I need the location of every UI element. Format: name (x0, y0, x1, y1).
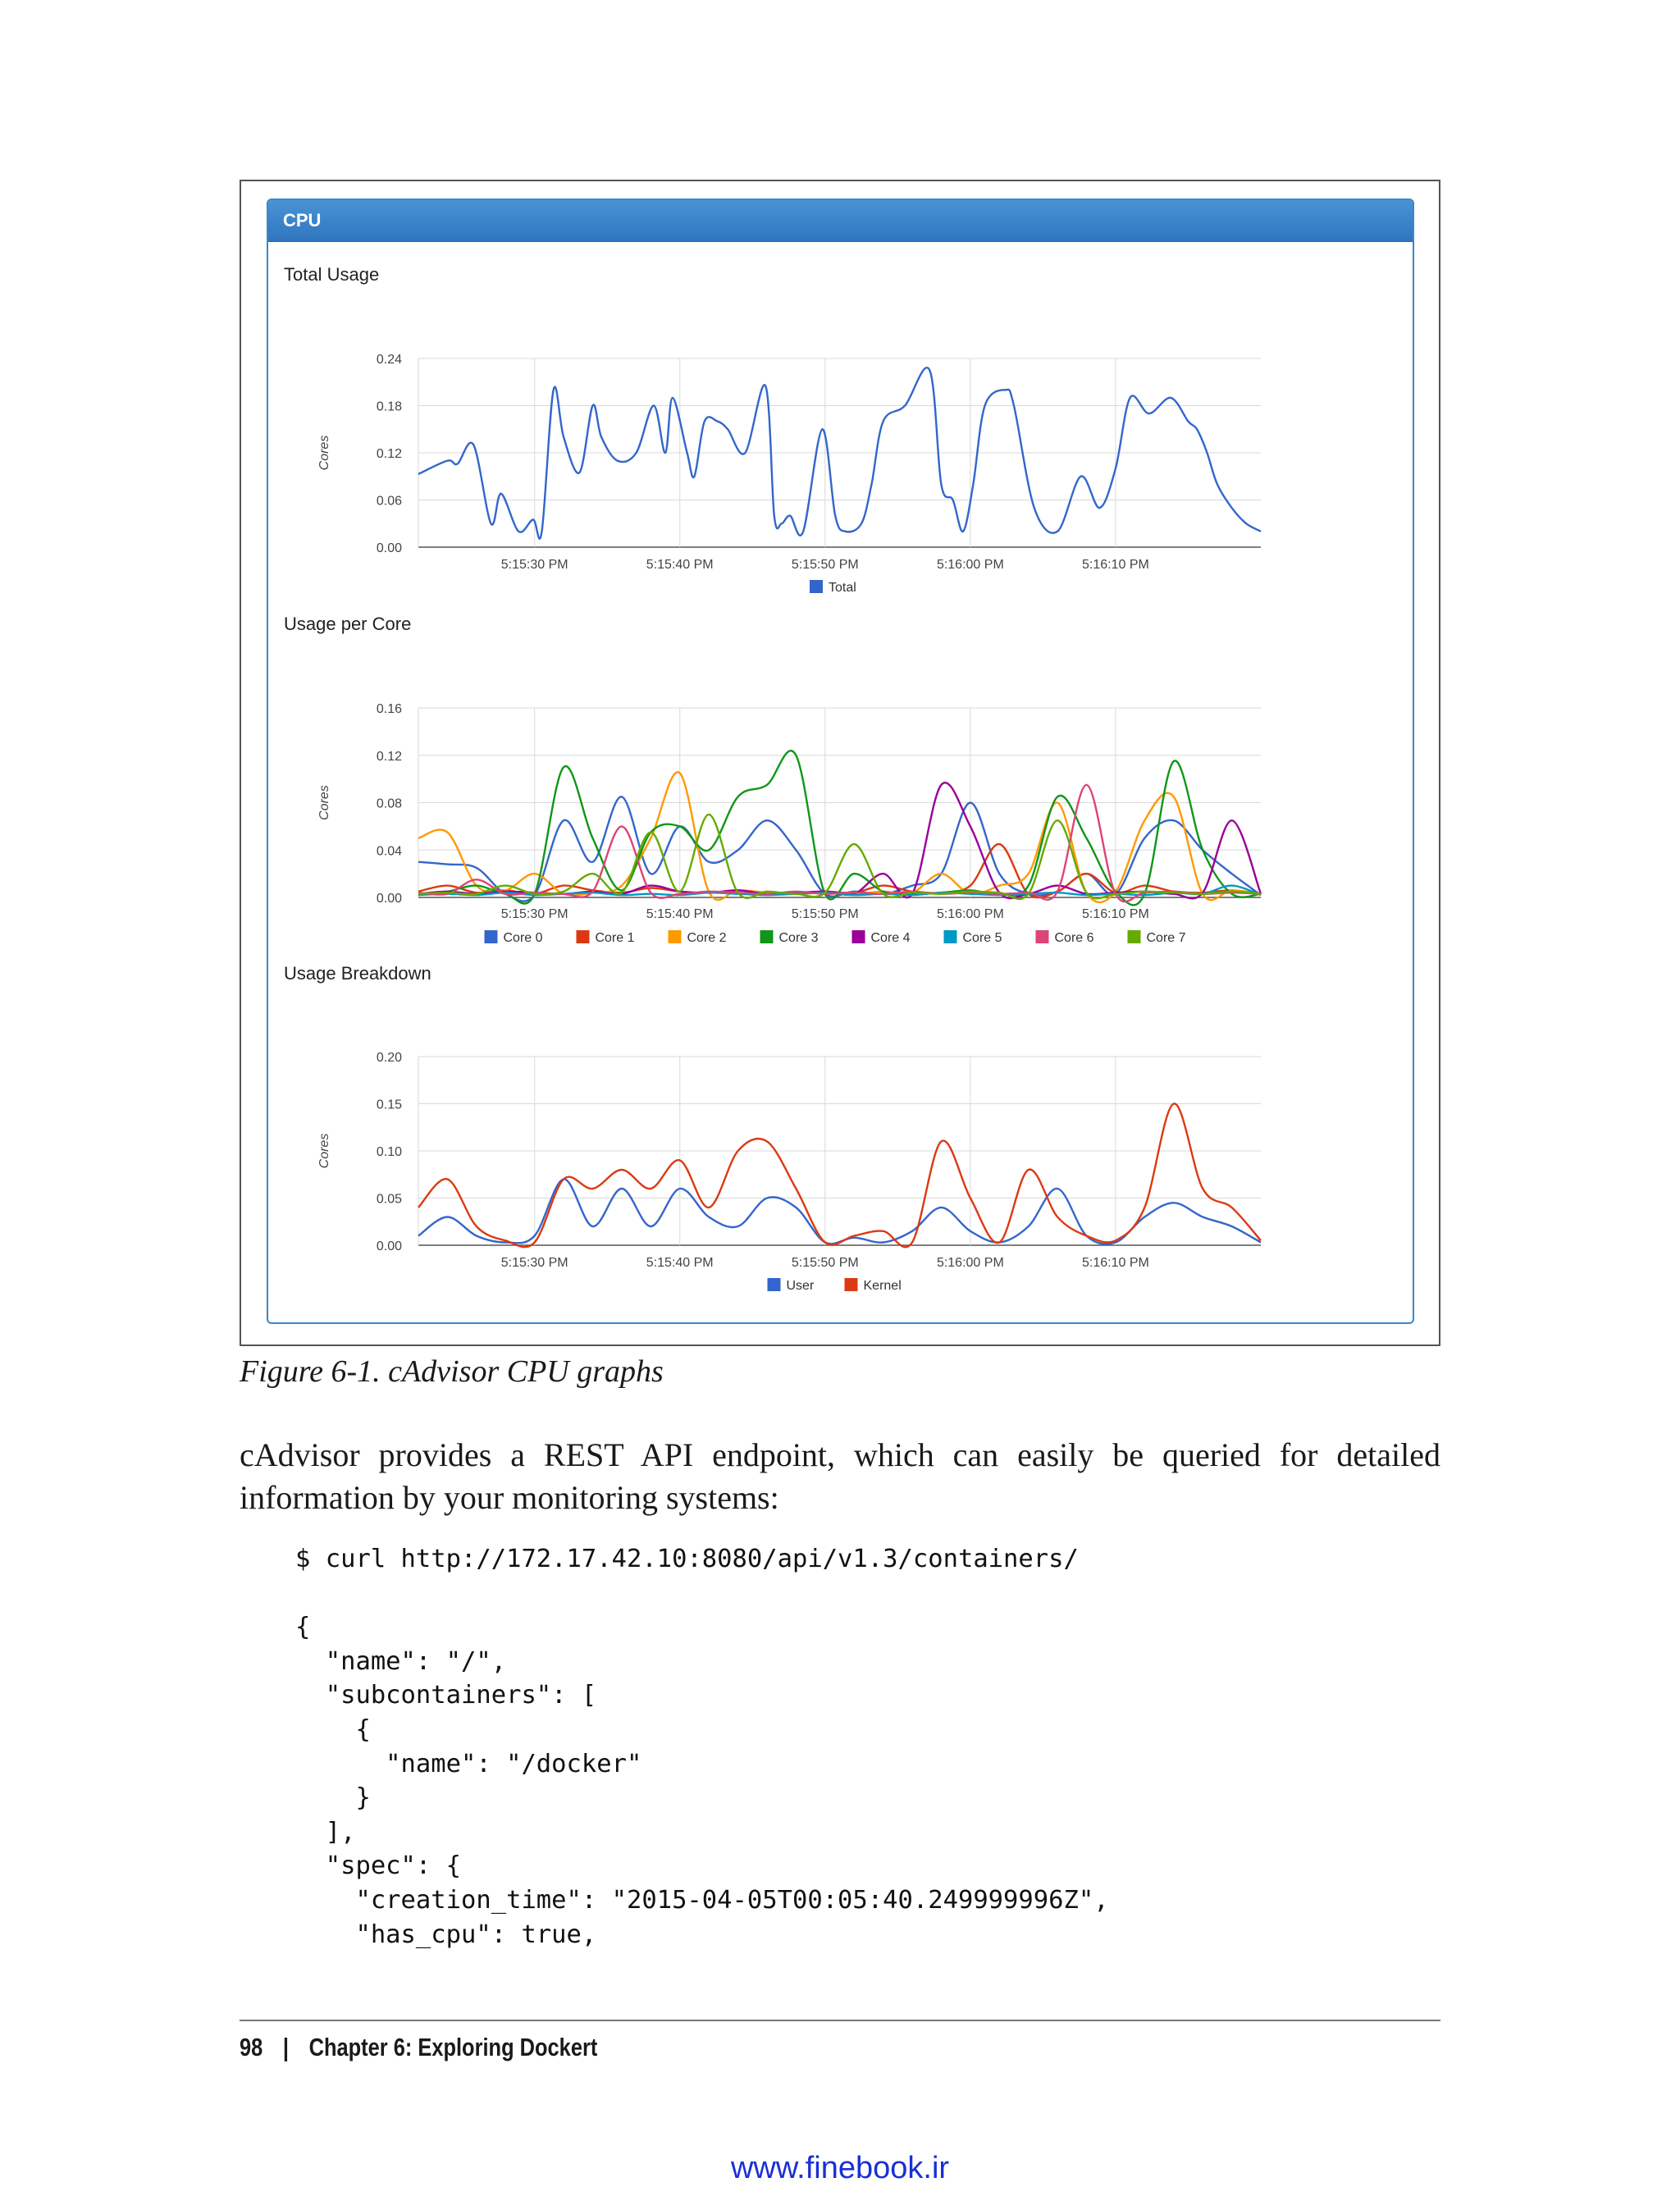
x-tick-label: 5:15:40 PM (646, 907, 714, 921)
series-line-core-4 (418, 783, 1261, 898)
legend-label: Core 3 (778, 931, 819, 945)
x-tick-label: 5:15:30 PM (500, 558, 568, 572)
legend-label: Core 4 (870, 931, 911, 945)
y-axis-label: Cores (317, 785, 331, 820)
x-tick-label: 5:15:30 PM (500, 1256, 568, 1270)
y-tick-label: 0.15 (376, 1098, 402, 1112)
chapter-title: Chapter 6: Exploring Dockert (308, 2033, 598, 2061)
y-tick-label: 0.00 (376, 892, 402, 906)
legend-swatch (485, 930, 498, 943)
x-tick-label: 5:15:40 PM (646, 558, 714, 572)
legend-swatch (1128, 930, 1141, 943)
legend-swatch (1036, 930, 1049, 943)
x-tick-label: 5:15:50 PM (791, 558, 859, 572)
legend-label: Kernel (863, 1279, 902, 1293)
legend-swatch (845, 1278, 858, 1291)
figure-caption: Figure 6-1. cAdvisor CPU graphs (240, 1354, 664, 1389)
legend-label: Core 7 (1146, 931, 1186, 945)
cpu-panel (267, 199, 1414, 1324)
legend-label: Core 2 (687, 931, 727, 945)
legend-label: Core 5 (962, 931, 1002, 945)
series-line-core-3 (418, 751, 1261, 905)
x-tick-label: 5:16:00 PM (936, 1256, 1004, 1270)
legend-label: Core 1 (595, 931, 635, 945)
footer-rule (240, 2020, 1440, 2021)
x-tick-label: 5:15:40 PM (646, 1256, 714, 1270)
series-line-user (418, 1179, 1261, 1244)
legend-swatch (852, 930, 865, 943)
series-line-core-2 (418, 772, 1261, 902)
y-axis-label: Cores (317, 1133, 331, 1169)
x-tick-label: 5:15:50 PM (791, 1256, 859, 1270)
y-tick-label: 0.10 (376, 1145, 402, 1159)
legend-swatch (760, 930, 774, 943)
y-tick-label: 0.00 (376, 1239, 402, 1253)
legend-swatch (669, 930, 682, 943)
page-footer (240, 2033, 597, 2062)
series-line-kernel (418, 1103, 1261, 1247)
y-tick-label: 0.12 (376, 447, 402, 461)
y-tick-label: 0.12 (376, 749, 402, 764)
x-tick-label: 5:16:00 PM (936, 907, 1004, 921)
y-axis-label: Cores (317, 435, 331, 471)
code-block: $ curl http://172.17.42.10:8080/api/v1.3/containers/ { "name": "/", "subcontainers": [ { "name": "/docker" } ], "spec": { "creation_time": "2015-04-05T00:05:40.249999996Z", "has_cpu": true, (295, 1545, 1109, 1949)
x-tick-label: 5:15:30 PM (500, 907, 568, 921)
y-tick-label: 0.20 (376, 1051, 402, 1065)
y-tick-label: 0.06 (376, 494, 402, 509)
y-tick-label: 0.24 (376, 353, 402, 367)
legend-label: Core 6 (1054, 931, 1094, 945)
body-paragraph: cAdvisor provides a REST API endpoint, which can easily be queried for detailed information by your monitoring systems: (240, 1436, 1440, 1516)
watermark-link[interactable]: www.finebook.ir (730, 2151, 950, 2185)
x-tick-label: 5:16:10 PM (1082, 907, 1149, 921)
y-tick-label: 0.04 (376, 844, 402, 859)
footer-separator: | (282, 2033, 290, 2061)
legend-label: User (786, 1279, 815, 1293)
legend-swatch (810, 580, 823, 593)
y-tick-label: 0.00 (376, 541, 402, 555)
legend-label: Total (829, 581, 856, 595)
x-tick-label: 5:16:10 PM (1082, 558, 1149, 572)
x-tick-label: 5:16:10 PM (1082, 1256, 1149, 1270)
y-tick-label: 0.08 (376, 797, 402, 811)
cpu-charts (268, 200, 1414, 1324)
y-tick-label: 0.18 (376, 399, 402, 414)
y-tick-label: 0.16 (376, 702, 402, 716)
y-tick-label: 0.05 (376, 1192, 402, 1207)
chart-title-2: Usage per Core (284, 614, 412, 634)
x-tick-label: 5:15:50 PM (791, 907, 859, 921)
chart-title-3: Usage Breakdown (284, 963, 431, 984)
legend-swatch (944, 930, 957, 943)
page-number: 98 (240, 2033, 263, 2061)
legend-label: Core 0 (503, 931, 543, 945)
panel-title: CPU (283, 210, 322, 231)
chart-title-1: Total Usage (284, 264, 380, 285)
legend-swatch (577, 930, 590, 943)
x-tick-label: 5:16:00 PM (936, 558, 1004, 572)
legend-swatch (768, 1278, 781, 1291)
